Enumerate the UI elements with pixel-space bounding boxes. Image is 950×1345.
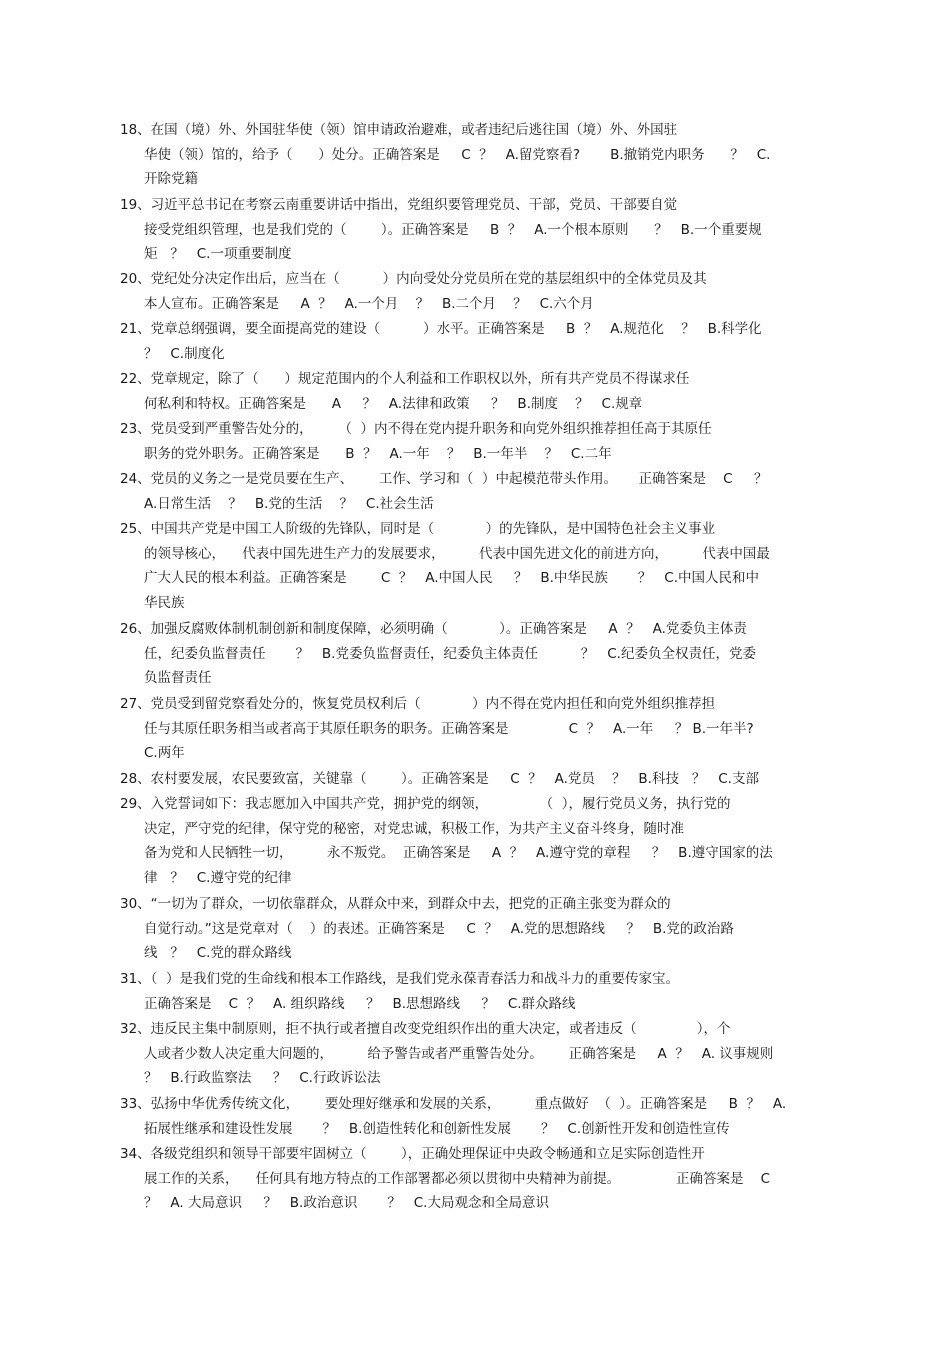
- question-text-continued: ？ C.制度化: [144, 345, 225, 362]
- question-text-continued: 任与其原任职务相当或者高于其原任职务的职务。正确答案是 C ？ A.一年 ？ B.一年半?: [144, 720, 754, 737]
- question-text: 32、违反民主集中制原则，拒不执行或者擅自改变党组织作出的重大决定，或者违反（ ），个: [120, 1021, 731, 1037]
- question-text: 23、党员受到严重警告处分的， （ ）内不得在党内提升职务和向党外组织推荐担任高于其原任: [120, 421, 712, 437]
- question-text-continued: A.日常生活 ？ B.党的生活 ？ C.社会生活: [144, 495, 434, 512]
- question-text-continued: 华民族: [144, 594, 185, 611]
- question-text: 29、入党誓词如下：我志愿加入中国共产党，拥护党的纲领， （ ），履行党员义务，执行党的: [120, 796, 731, 812]
- question-text: 22、党章规定，除了（ ）规定范围内的个人利益和工作职权以外，所有共产党员不得谋求任: [120, 371, 690, 387]
- question-text-continued: 广大人民的根本利益。正确答案是 C ？ A.中国人民 ？ B.中华民族 ？ C.中国人民和中: [144, 570, 760, 586]
- question-text: 33、弘扬中华优秀传统文化， 要处理好继承和发展的关系， 重点做好 （ ）。正确答案是 B ？ A.: [120, 1096, 787, 1112]
- question-text-continued: 律 ？ C.遵守党的纪律: [144, 869, 292, 886]
- question-text-continued: 决定，严守党的纪律，保守党的秘密，对党忠诚，积极工作，为共产主义奋斗终身，随时准: [144, 820, 684, 837]
- question-text-continued: 接受党组织管理，也是我们党的（ ）。正确答案是 B ？ A.一个根本原则 ？ B.一个重要规: [144, 221, 762, 238]
- question-text-continued: 的领导核心， 代表中国先进生产力的发展要求， 代表中国先进文化的前进方向， 代表中国最: [144, 545, 770, 562]
- question-text-continued: 开除党籍: [144, 171, 198, 187]
- question-text-continued: 人或者少数人决定重大问题的， 给予警告或者严重警告处分。 正确答案是 A ？ A. 议事规则: [144, 1045, 774, 1062]
- question-text: 18、在国（境）外、外国驻华使（领）馆申请政治避难，或者违纪后逃往国（境）外、外国驻: [120, 122, 678, 138]
- question-text-continued: 线 ？ C.党的群众路线: [144, 945, 292, 961]
- question-text-continued: 任，纪委负监督责任 ？ B.党委负监督责任，纪委负主体责任 ？ C.纪委负全权责任，党委: [144, 645, 756, 662]
- question-text-continued: ？ A. 大局意识 ？ B.政治意识 ？ C.大局观念和全局意识: [144, 1195, 549, 1211]
- question-text: 25、中国共产党是中国工人阶级的先锋队，同时是（ ）的先锋队，是中国特色社会主义事业: [120, 521, 716, 537]
- question-text: 20、党纪处分决定作出后，应当在（ ）内向受处分党员所在党的基层组织中的全体党员及其: [120, 271, 707, 287]
- question-text-continued: 自觉行动。”这是党章对（ ）的表述。正确答案是 C ？ A.党的思想路线 ？ B.党的政治路: [144, 920, 734, 937]
- question-text: 24、党员的义务之一是党员要在生产、 工作、学习和（ ）中起模范带头作用。 正确答案是 C ？: [120, 471, 768, 487]
- question-text-continued: 职务的党外职务。正确答案是 B ？ A.一年 ？ B.一年半 ？ C.二年: [144, 445, 612, 462]
- question-text: 34、各级党组织和领导干部要牢固树立（ ），正确处理保证中央政令畅通和立足实际创造性开: [120, 1146, 705, 1162]
- question-text-continued: 展工作的关系， 任何具有地方特点的工作部署都必须以贯彻中央精神为前提。 正确答案是 C: [144, 1170, 771, 1187]
- question-text: 26、加强反腐败体制机制创新和制度保障，必须明确（ ）。正确答案是 A ？ A.党委负主体责: [120, 621, 747, 637]
- question-text-continued: 何私利和特权。正确答案是 A ？ A.法律和政策 ？ B.制度 ？ C.规章: [144, 395, 643, 412]
- question-text: 27、党员受到留党察看处分的，恢复党员权利后（ ）内不得在党内担任和向党外组织推荐担: [120, 696, 716, 712]
- question-text-continued: 正确答案是 C ？ A. 组织路线 ？ B.思想路线 ？ C.群众路线: [144, 995, 576, 1012]
- question-text-continued: 负监督责任: [144, 670, 212, 686]
- question-text-continued: 本人宣布。正确答案是 A ？ A.一个月 ？ B.二个月 ？ C.六个月: [144, 295, 594, 312]
- question-text-continued: ？ B.行政监察法 ？ C.行政诉讼法: [144, 1070, 381, 1086]
- question-text-continued: 华使（领）馆的，给予（ ）处分。正确答案是 C ？ A.留党察看? B.撤销党内职务 ？ C.: [144, 146, 771, 163]
- question-text-continued: 拓展性继承和建设性发展 ？ B.创造性转化和创新性发展 ？ C.创新性开发和创造性宣传: [144, 1120, 730, 1137]
- question-text: 30、“一切为了群众，一切依靠群众，从群众中来，到群众中去，把党的正确主张变为群众的: [120, 896, 671, 912]
- question-text-continued: C.两年: [144, 745, 185, 761]
- question-text: 19、习近平总书记在考察云南重要讲话中指出，党组织要管理党员、干部，党员、干部要自觉: [120, 197, 678, 213]
- question-text-continued: 矩 ？ C.一项重要制度: [144, 246, 292, 262]
- question-text: 28、农村要发展，农民要致富，关键靠（ ）。正确答案是 C ？ A.党员 ？ B.科技 ？ C.支部: [120, 771, 759, 787]
- question-text-continued: 备为党和人民牺牲一切， 永不叛党。 正确答案是 A ？ A.遵守党的章程 ？ B.遵守国家的法: [144, 845, 773, 861]
- question-text: 31、（ ）是我们党的生命线和根本工作路线，是我们党永葆青春活力和战斗力的重要传家宝。: [120, 971, 680, 987]
- question-text: 21、党章总纲强调，要全面提高党的建设（ ）水平。正确答案是 B ？ A.规范化 ？ B.科学化: [120, 321, 762, 337]
